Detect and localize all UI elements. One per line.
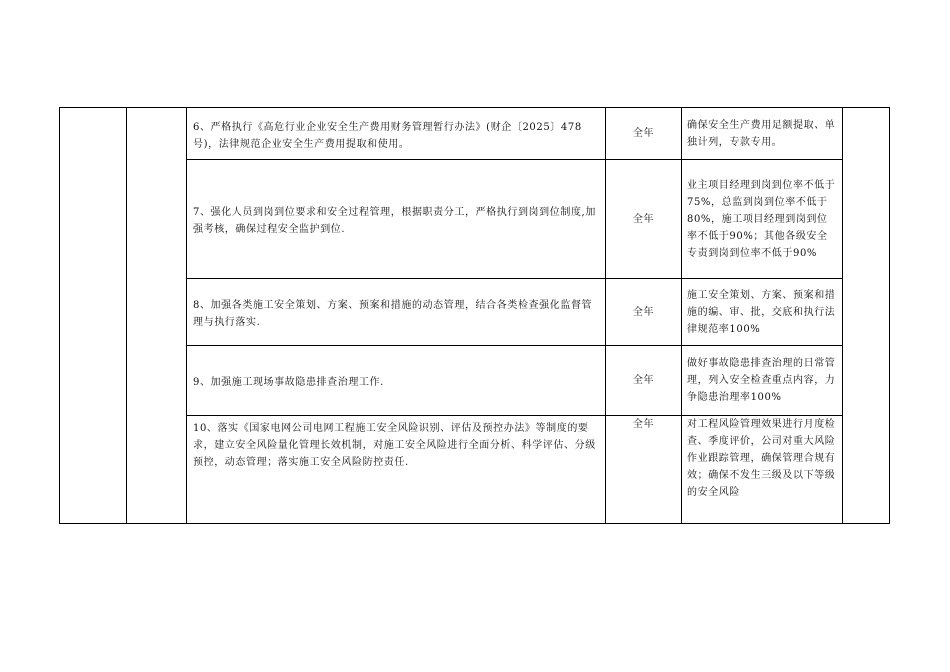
- safety-measures-table: [59, 107, 890, 524]
- measure-cell: 8、加强各类施工安全策划、方案、预案和措施的动态管理，结合各类检查强化监督管理与执行落实.: [187, 279, 606, 346]
- table-row: [60, 108, 890, 160]
- measure-cell: 7、强化人员到岗到位要求和安全过程管理，根据职责分工，严格执行到岗到位制度,加强考核，确保过程安全监护到位.: [187, 160, 606, 279]
- goal-cell: 做好事故隐患排查治理的日常管理，列入安全检查重点内容，力争隐患治理率100%: [682, 346, 843, 416]
- remarks-cell: [843, 108, 890, 524]
- measure-cell: 6、严格执行《高危行业企业安全生产费用财务管理暂行办法》(财企〔2025〕478号)，法律规范企业安全生产费用提取和使用。: [187, 108, 606, 160]
- measure-cell: 10、落实《国家电网公司电网工程施工安全风险识别、评估及预控办法》等制度的要求，建立安全风险量化管理长效机制，对施工安全风险进行全面分析、科学评估、分级预控，动态管理；落实施工安全风险防控责任.: [187, 416, 606, 524]
- measure-cell: 9、加强施工现场事故隐患排查治理工作.: [187, 346, 606, 416]
- time-cell: 全年: [606, 346, 682, 416]
- goal-cell: 对工程风险管理效果进行月度检查、季度评价，公司对重大风险作业跟踪管理，确保管理合规有效；确保不发生三级及以下等级的安全风险: [682, 416, 843, 524]
- time-cell: 全年: [606, 416, 682, 524]
- goal-cell: 业主项目经理到岗到位率不低于75%，总监到岗到位率不低于80%，施工项目经理到岗到位率不低于90%；其他各级安全专责到岗到位率不低于90%: [682, 160, 843, 279]
- goal-cell: 确保安全生产费用足额提取、单独计列，专款专用。: [682, 108, 843, 160]
- time-cell: 全年: [606, 279, 682, 346]
- subcategory-cell: [127, 108, 187, 524]
- goal-cell: 施工安全策划、方案、预案和措施的编、审、批，交底和执行法律规范率100%: [682, 279, 843, 346]
- category-cell: [60, 108, 127, 524]
- time-cell: 全年: [606, 160, 682, 279]
- time-cell: 全年: [606, 108, 682, 160]
